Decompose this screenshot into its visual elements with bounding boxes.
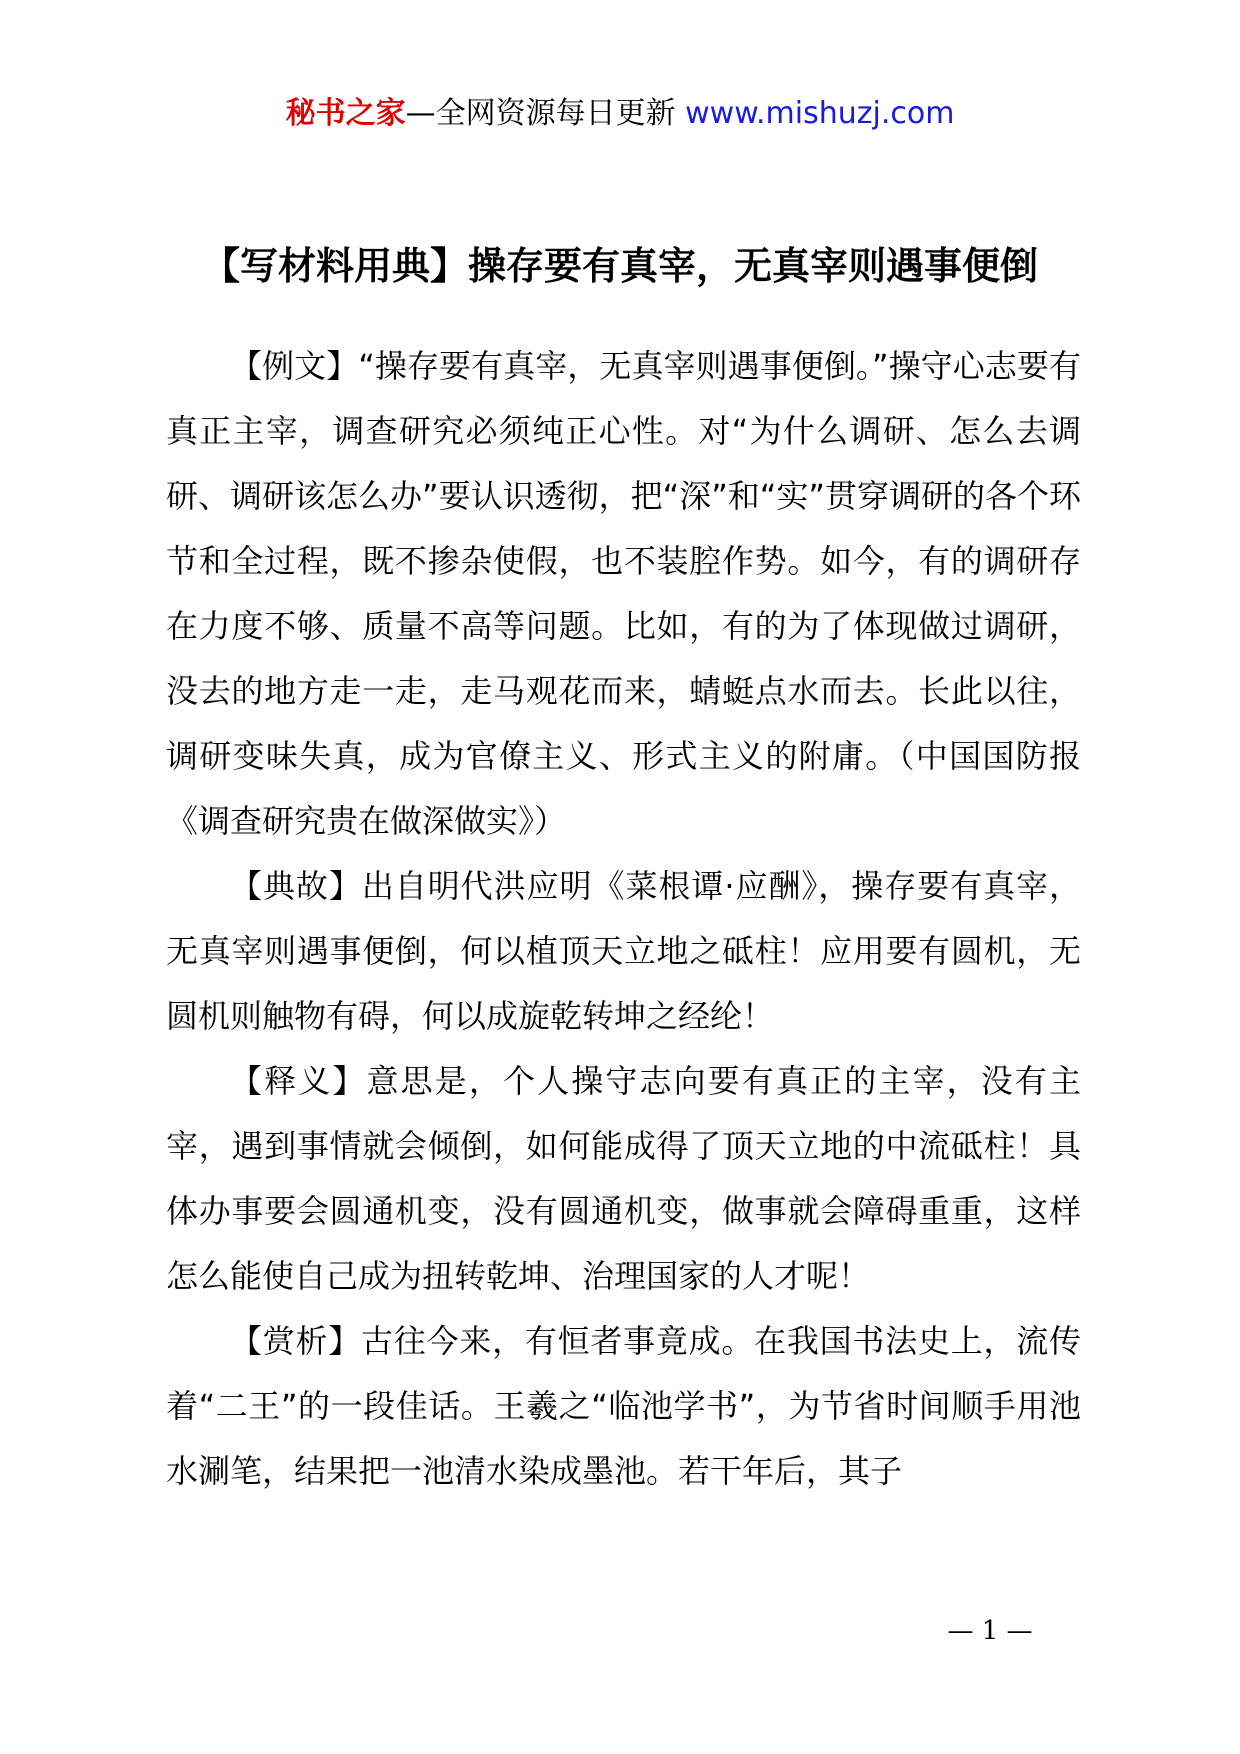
header-tagline: —全网资源每日更新: [405, 96, 686, 131]
site-url: www.mishuzj.com: [685, 96, 955, 131]
paragraph-meaning: 【释义】意思是，个人操守志向要有真正的主宰，没有主宰，遇到事情就会倾倒，如何能成得了顶天立地的中流砥柱！具体办事要会圆通机变，没有圆通机变，做事就会障碍重重，这样怎么能使自己成为扭转乾坤、治理国家的人才呢！: [166, 1062, 1081, 1295]
page-number: — 1 —: [947, 1616, 1033, 1646]
site-header: [0, 94, 1240, 134]
paragraph-analysis: 【赏析】古往今来，有恒者事竟成。在我国书法史上，流传着“二王”的一段佳话。王羲之“临池学书”，为节省时间顺手用池水涮笔，结果把一池清水染成墨池。若干年后，其子: [166, 1322, 1081, 1490]
paragraph-allusion: 【典故】出自明代洪应明《菜根谭·应酬》，操存要有真宰，无真宰则遇事便倒，何以植顶天立地之砥柱！应用要有圆机，无圆机则触物有碍，何以成旋乾转坤之经纶！: [166, 867, 1081, 1035]
brand-name: 秘书之家: [285, 96, 406, 131]
paragraph-example: 【例文】“操存要有真宰，无真宰则遇事便倒。”操守心志要有真正主宰，调查研究必须纯正心性。对“为什么调研、怎么去调研、调研该怎么办”要认识透彻，把“深”和“实”贯穿调研的各个环节和全过程，既不掺杂使假，也不装腔作势。如今，有的调研存在力度不够、质量不高等问题。比如，有的为了体现做过调研，没去的地方走一走，走马观花而来，蜻蜓点水而去。长此以往，调研变味失真，成为官僚主义、形式主义的附庸。（中国国防报《调查研究贵在做深做实》）: [166, 347, 1081, 840]
document-title: 【写材料用典】操存要有真宰，无真宰则遇事便倒: [201, 244, 1038, 288]
document-body: [166, 334, 1081, 1504]
